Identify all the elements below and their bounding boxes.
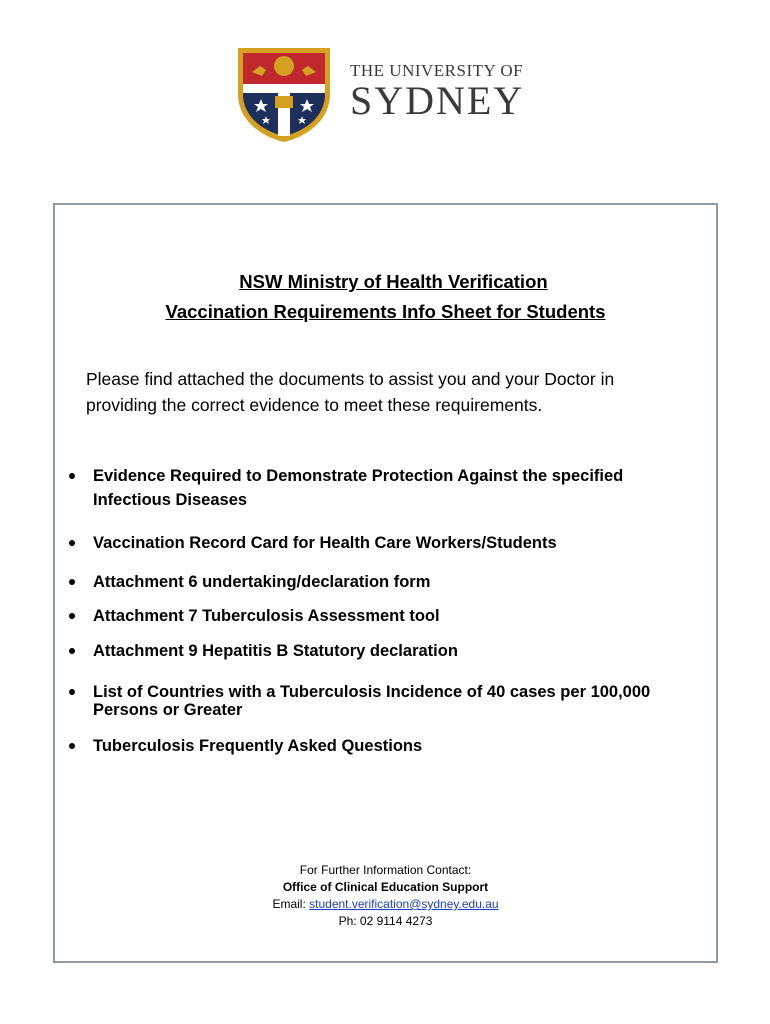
bullet-icon — [69, 648, 75, 654]
bullet-icon — [69, 613, 75, 619]
logo-line1: THE UNIVERSITY OF — [350, 61, 524, 80]
contact-heading: For Further Information Contact: — [299, 863, 472, 877]
list-item-text: Tuberculosis Frequently Asked Questions — [93, 737, 423, 755]
title-line2: Vaccination Requirements Info Sheet for Students — [165, 301, 606, 322]
bullet-icon — [69, 579, 75, 585]
list-item-text: List of Countries with a Tuberculosis Incidence of 40 cases per 100,000 Persons or Greater — [93, 683, 651, 719]
email-link[interactable]: student.verification@sydney.edu.au — [309, 897, 499, 911]
bullet-icon — [69, 540, 75, 546]
logo-line2: SYDNEY — [350, 78, 525, 123]
contact-email-line — [55, 896, 716, 913]
email-label: Email: — [272, 897, 310, 911]
list-item-text: Attachment 6 undertaking/declaration form — [93, 573, 431, 591]
bullet-icon — [69, 473, 75, 479]
university-crest-icon — [234, 44, 334, 144]
contact-phone: Ph: 02 9114 4273 — [338, 914, 433, 928]
title-line1: NSW Ministry of Health Verification — [239, 271, 548, 292]
list-item-text: Attachment 7 Tuberculosis Assessment tool — [93, 607, 440, 625]
list-item-text: Evidence Required to Demonstrate Protection Against the specified Infectious Diseases — [93, 467, 624, 509]
intro-paragraph: Please find attached the documents to assist you and your Doctor in providing the correct evidence to meet these requirements. — [86, 369, 615, 415]
bullet-icon — [69, 689, 75, 695]
list-item-text: Attachment 9 Hepatitis B Statutory declaration — [93, 642, 458, 660]
info-sheet-box — [53, 203, 718, 963]
contact-block — [55, 862, 716, 930]
list-item-text: Vaccination Record Card for Health Care Workers/Students — [93, 534, 557, 552]
bullet-icon — [69, 743, 75, 749]
university-logo — [234, 44, 536, 144]
contact-office: Office of Clinical Education Support — [282, 880, 489, 894]
university-wordmark — [350, 62, 524, 121]
